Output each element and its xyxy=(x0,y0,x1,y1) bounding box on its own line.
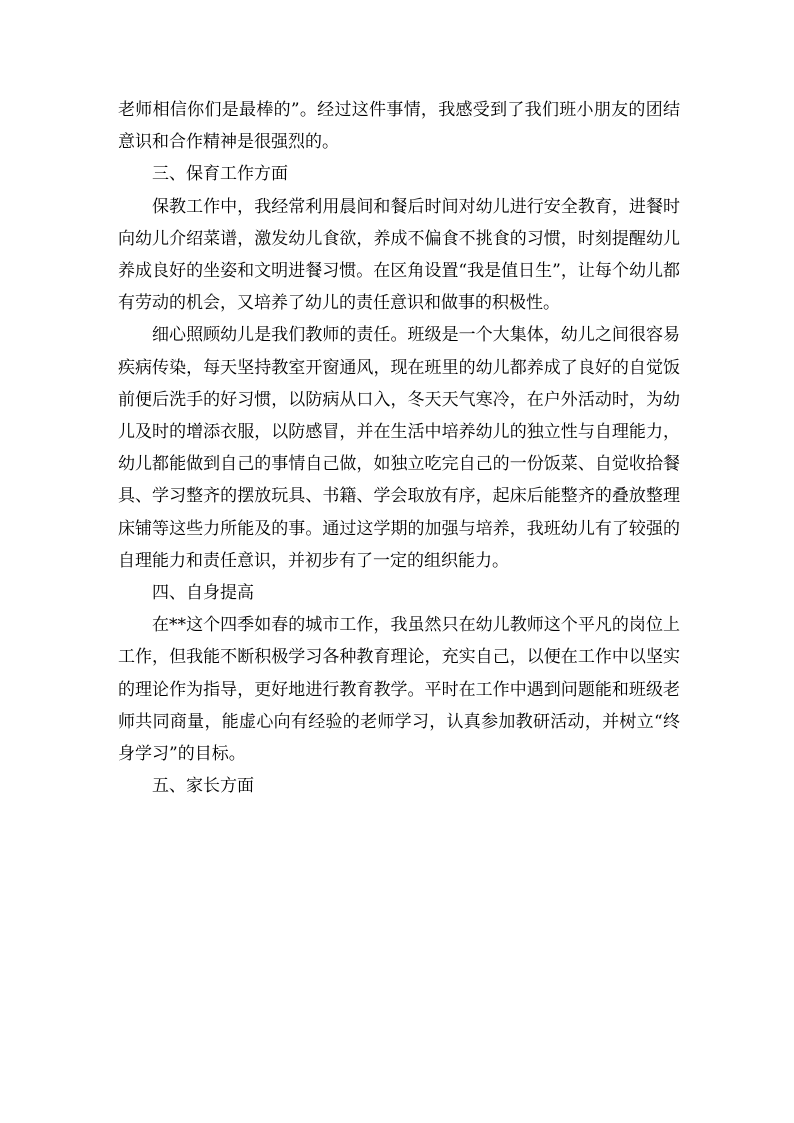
paragraph-care-education: 保教工作中，我经常利用晨间和餐后时间对幼儿进行安全教育，进餐时向幼儿介绍菜谱，激发幼儿食欲，养成不偏食不挑食的习惯，时刻提醒幼儿养成良好的坐姿和文明进餐习惯。在区角设置“我是值日生”，让每个幼儿都有劳动的机会，又培养了幼儿的责任意识和做事的积极性。 xyxy=(118,196,680,314)
section-heading-self-improvement: 四、自身提高 xyxy=(152,583,254,604)
paragraph-care-children: 细心照顾幼儿是我们教师的责任。班级是一个大集体，幼儿之间很容易疾病传染，每天坚持教室开窗通风，现在班里的幼儿都养成了良好的自觉饭前便后洗手的好习惯，以防病从口入，冬天天气寒冷，在户外活动时，为幼儿及时的增添衣服，以防感冒，并在生活中培养幼儿的独立性与自理能力，幼儿都能做到自己的事情自己做，如独立吃完自己的一份饭菜、自觉收拾餐具、学习整齐的摆放玩具、书籍、学会取放有序，起床后能整齐的叠放整理床铺等这些力所能及的事。通过这学期的加强与培养，我班幼儿有了较强的自理能力和责任意识，并初步有了一定的组织能力。 xyxy=(118,325,680,571)
paragraph-self-improvement: 在**这个四季如春的城市工作，我虽然只在幼儿教师这个平凡的岗位上工作，但我能不断积极学习各种教育理论，充实自己，以便在工作中以坚实的理论作为指导，更好地进行教育教学。平时在工作中遇到问题能和班级老师共同商量，能虚心向有经验的老师学习，认真参加教研活动，并树立“终身学习”的目标。 xyxy=(118,615,680,765)
section-heading-care: 三、保育工作方面 xyxy=(152,164,288,185)
paragraph-continuation: 老师相信你们是最棒的”。经过这件事情，我感受到了我们班小朋友的团结意识和合作精神是很强烈的。 xyxy=(118,100,680,153)
section-heading-parents: 五、家长方面 xyxy=(152,776,254,797)
document-body xyxy=(118,94,680,802)
